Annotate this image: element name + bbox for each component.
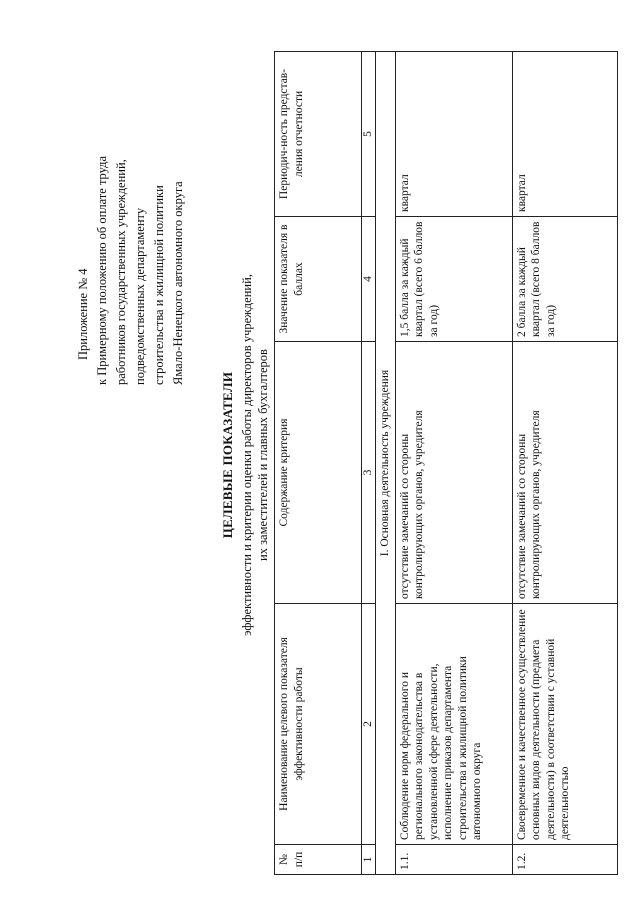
row-number: 1.2. [512, 845, 617, 875]
row-value: 1,5 балла за каждый квартал (всего 6 баллов за год) [395, 217, 512, 342]
table-row [512, 52, 617, 875]
section-row [376, 52, 396, 875]
column-number: 4 [362, 217, 376, 342]
appendix-line: к Примерному положению об оплате труда [95, 155, 109, 385]
appendix-line: подведомственных департаменту [133, 207, 147, 385]
header-cell-criterion: Содержание критерия [275, 342, 362, 604]
row-value: 2 балла за каждый квартал (всего 8 баллов за год) [512, 217, 617, 342]
appendix-line: работников государственных учреждений, [114, 159, 128, 385]
row-indicator: Своевременное и качественное осуществление основных видов деятельности (предмета деятельности) в соответствии с уставной деятельностью [512, 604, 617, 845]
header-cell-indicator: Наименование целевого показателя эффективности работы [275, 604, 362, 845]
column-number: 2 [362, 604, 376, 845]
appendix-block [74, 45, 188, 385]
document-subtitle: их заместителей и главных бухгалтеров [256, 349, 270, 561]
row-criterion: отсутствие замечаний со стороны контролирующих органов, учредителя [512, 342, 617, 604]
indicators-table [274, 51, 618, 875]
row-indicator: Соблюдение норм федерального и регионального законодательства в установленной сфере деятельности, исполнение приказов департамента строительства и жилищной политики автономного округа [395, 604, 512, 845]
appendix-title: Приложение № 4 [76, 268, 90, 360]
column-number: 1 [362, 845, 376, 875]
header-cell-value: Значение показателя в баллах [275, 217, 362, 342]
row-criterion: отсутствие замечаний со стороны контролирующих органов, учредителя [395, 342, 512, 604]
column-number-row [362, 52, 376, 875]
section-title: I. Основная деятельность учреждения [376, 52, 396, 875]
column-number: 3 [362, 342, 376, 604]
table-row [395, 52, 512, 875]
header-cell-period: Периодич-ность представ-ления отчетности [275, 52, 362, 217]
appendix-line: Ямало-Ненецкого автономного округа [171, 181, 185, 385]
table-header-row [275, 52, 362, 875]
document-heading [220, 175, 271, 735]
column-number: 5 [362, 52, 376, 217]
row-period: квартал [395, 52, 512, 217]
row-number: 1.1. [395, 845, 512, 875]
row-period: квартал [512, 52, 617, 217]
header-cell-number: № п/п [275, 845, 362, 875]
appendix-line: строительства и жилищной политики [152, 185, 166, 385]
document-title: ЦЕЛЕВЫЕ ПОКАЗАТЕЛИ [220, 371, 235, 539]
document-subtitle: эффективности и критерии оценки работы директоров учреждений, [240, 274, 254, 636]
